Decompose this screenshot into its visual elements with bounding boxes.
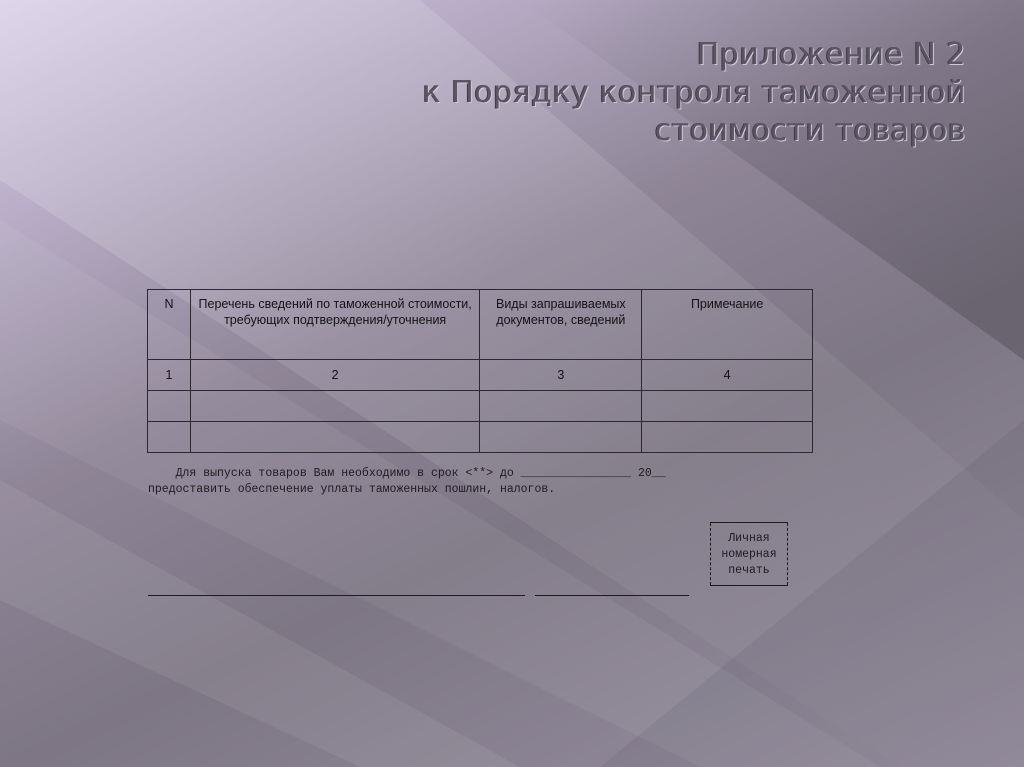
release-notice <box>148 466 808 498</box>
signature-name-line <box>148 595 525 596</box>
column-number-1: 1 <box>148 360 191 391</box>
table-cell <box>190 391 480 422</box>
stamp-line-2: номерная <box>721 548 777 561</box>
table-row <box>148 422 813 453</box>
header-info-list: Перечень сведений по таможенной стоимости, требующих подтверждения/уточнения <box>190 290 480 360</box>
table-header-row <box>148 290 813 360</box>
table-cell <box>480 422 642 453</box>
header-number: N <box>148 290 191 360</box>
column-number-3: 3 <box>480 360 642 391</box>
customs-info-table <box>147 289 813 453</box>
stamp-line-1: Личная <box>728 532 770 545</box>
table-cell <box>148 422 191 453</box>
title-line-1: Приложение N 2 <box>696 37 966 72</box>
table-cell <box>642 391 813 422</box>
table-cell <box>148 391 191 422</box>
stamp-line-3: печать <box>728 564 770 577</box>
notice-line-2: предоставить обеспечение уплаты таможенных пошлин, налогов. <box>148 483 556 496</box>
notice-line-1: Для выпуска товаров Вам необходимо в срок <**> до ________________ 20__ <box>148 467 666 480</box>
personal-stamp-box <box>710 522 788 586</box>
slide-title <box>266 36 966 150</box>
column-number-2: 2 <box>190 360 480 391</box>
table-cell <box>480 391 642 422</box>
table-cell <box>190 422 480 453</box>
title-line-2: к Порядку контроля таможенной <box>422 75 966 110</box>
column-number-4: 4 <box>642 360 813 391</box>
header-document-types: Виды запрашиваемых документов, сведений <box>480 290 642 360</box>
table-cell <box>642 422 813 453</box>
title-line-3: стоимости товаров <box>654 113 966 148</box>
header-note: Примечание <box>642 290 813 360</box>
table-numbering-row <box>148 360 813 391</box>
signature-line <box>535 595 689 596</box>
table-row <box>148 391 813 422</box>
